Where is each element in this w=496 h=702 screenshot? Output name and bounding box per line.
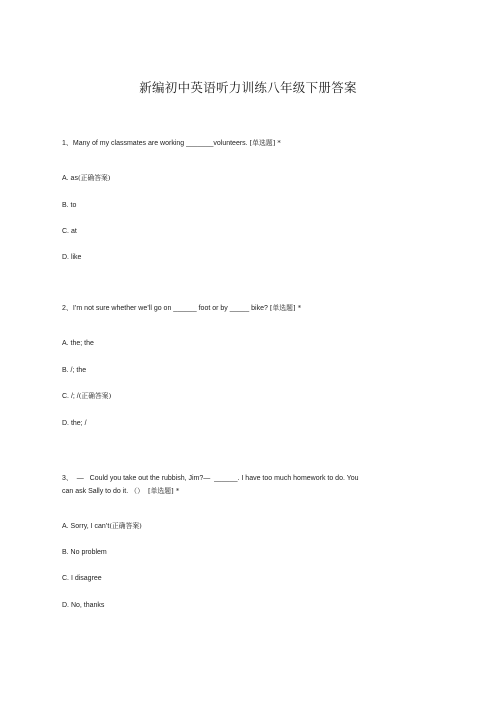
question-3	[62, 474, 359, 483]
dash: —	[203, 475, 211, 482]
question-text-end: volunteers.	[213, 140, 248, 147]
option-text: A. Sorry, I can’t	[62, 523, 110, 530]
option-1a[interactable]	[62, 174, 110, 183]
question-2	[62, 304, 301, 313]
option-text: D. like	[62, 254, 82, 261]
question-number: 1、	[62, 140, 73, 147]
option-text: C. /; /	[62, 393, 79, 400]
option-text: D. the; /	[62, 420, 87, 427]
question-text-mid: foot or by	[196, 305, 230, 312]
option-2c[interactable]	[62, 392, 111, 401]
option-text: B. No problem	[62, 549, 107, 556]
answer-blank-2: _____	[229, 305, 250, 312]
question-1	[62, 139, 281, 148]
question-number: 2、	[62, 305, 73, 312]
option-3b[interactable]	[62, 548, 107, 557]
option-2b[interactable]	[62, 366, 86, 375]
answer-blank: _______	[186, 140, 214, 147]
answer-blank: ______	[214, 475, 238, 482]
option-text: A. the; the	[62, 340, 94, 347]
question-type-tag: [单选题] *	[147, 487, 180, 495]
question-text: I’m not sure whether we’ll go on	[72, 305, 174, 312]
correct-answer-mark: (正确答案)	[109, 522, 142, 530]
correct-answer-mark: (正确答案)	[78, 392, 112, 400]
page-title: 新编初中英语听力训练八年级下册答案	[139, 80, 357, 95]
answer-blank-1: ______	[173, 305, 197, 312]
option-text: D. No, thanks	[62, 602, 105, 609]
question-type-tag: [单选题] *	[269, 304, 302, 312]
dash: —	[76, 475, 84, 482]
option-1d[interactable]	[62, 253, 81, 262]
question-number: 3、	[62, 475, 73, 482]
question-text-line-2: can ask Sally to do it. （）	[62, 488, 145, 495]
question-text: Many of my classmates are working	[72, 140, 187, 147]
option-1c[interactable]	[62, 227, 77, 236]
option-2a[interactable]	[62, 339, 94, 348]
question-3-line-2	[62, 487, 179, 496]
option-text: B. /; the	[62, 367, 87, 374]
option-3a[interactable]	[62, 522, 142, 531]
correct-answer-mark: (正确答案)	[77, 174, 111, 182]
question-type-tag: [单选题] *	[249, 139, 281, 147]
option-text: C. I disagree	[62, 575, 102, 582]
question-text-cont: . I have too much homework to do. You	[237, 475, 359, 482]
question-text: Could you take out the rubbish, Jim?	[89, 475, 204, 482]
option-text: B. to	[62, 202, 77, 209]
option-3c[interactable]	[62, 574, 102, 583]
option-3d[interactable]	[62, 601, 104, 610]
option-text: A. as	[62, 175, 78, 182]
question-text-end: bike?	[249, 305, 268, 312]
option-1b[interactable]	[62, 201, 76, 210]
option-2d[interactable]	[62, 419, 87, 428]
option-text: C. at	[62, 228, 77, 235]
